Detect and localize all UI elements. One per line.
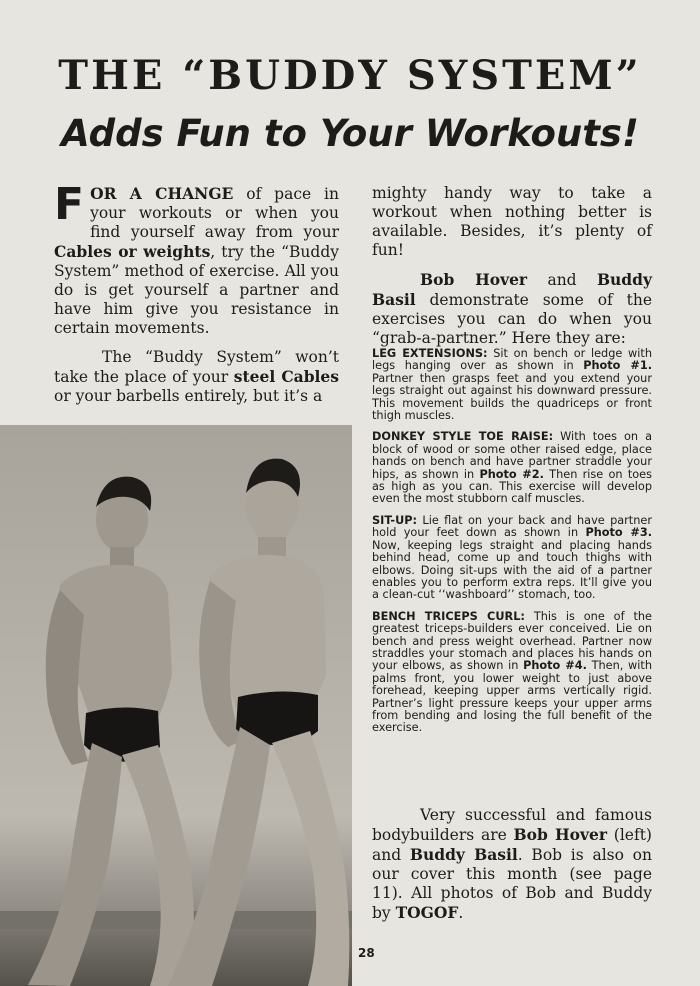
closing-bold: TOGOF	[395, 903, 459, 922]
exercise-text: With toes on a block of wood or some other raised edge, place hands on bench and have partner straddle your hips, as shown in	[372, 430, 652, 481]
intro-lead: OR A CHANGE	[90, 184, 234, 203]
intro-bold: Buddy Basil	[372, 270, 652, 309]
exercise-item	[372, 515, 652, 602]
intro-right-column	[372, 184, 652, 348]
intro-bold: Cables or weights	[54, 242, 211, 261]
closing-bold: Bob Hover	[513, 825, 608, 844]
closing-text-block	[372, 806, 652, 923]
drop-cap: F	[54, 179, 85, 230]
exercise-text: Then rise on toes as high as you can. This exercise will develop even the most stubborn calf muscles.	[372, 467, 652, 506]
intro-bold: steel Cables	[233, 367, 340, 386]
exercise-text: Now, keeping legs straight and placing hands behind head, come up and touch thighs with elbows. Doing sit-ups with the aid of a partner enables you to perform extra reps. It’ll give you a clean-cut ‘‘washboard’’ stomach, too.	[372, 538, 652, 602]
intro-text: of pace in your workouts or when you find yourself away from your	[90, 185, 339, 241]
exercise-text: Partner then grasps feet and you extend your legs straight out against his downward pressure. This movement builds the quadriceps or front thigh muscles.	[372, 371, 652, 423]
exercise-text: Lie flat on your back and have partner hold your feet down as shown in	[372, 513, 652, 540]
closing-text: Very successful and famous bodybuilders are	[372, 806, 652, 844]
intro-text: and	[527, 271, 597, 289]
photo-reference: Photo #3.	[585, 526, 653, 540]
exercise-title: BENCH TRICEPS CURL:	[372, 609, 525, 623]
closing-bold: Buddy Basil	[409, 845, 518, 864]
closing-paragraph	[372, 806, 652, 923]
exercise-item	[372, 348, 652, 422]
intro-text: The “Buddy System” won’t take the place of your	[54, 348, 339, 386]
exercise-list	[372, 348, 652, 744]
intro-continuation: mighty handy way to take a workout when nothing better is available. Besides, it’s plenty of fun!	[372, 184, 652, 259]
exercise-title: DONKEY STYLE TOE RAISE:	[372, 430, 554, 444]
bodybuilders-photo	[0, 425, 352, 986]
intro-paragraph-2	[54, 348, 339, 406]
headline: THE “BUDDY SYSTEM”	[58, 52, 642, 99]
photo-reference: Photo #1.	[583, 359, 652, 373]
intro-paragraph-3	[372, 270, 652, 348]
subheadline: Adds Fun to Your Workouts!	[61, 112, 639, 155]
exercise-item	[372, 431, 652, 505]
closing-text: . Bob is also on our cover this month (see page 11). All photos of Bob and Buddy by	[372, 846, 652, 922]
photo-reference: Photo #4.	[523, 659, 587, 673]
exercise-text: This is one of the greatest triceps-builders ever conceived. Lie on bench and press weight overhead. Partner now straddles your stomach and places his hands on your elbows, as shown in	[372, 609, 653, 673]
intro-paragraph-1	[54, 179, 340, 338]
page-number: 28	[358, 946, 375, 960]
closing-text: .	[458, 904, 464, 922]
exercise-title: SIT-UP:	[372, 513, 418, 527]
intro-text: demonstrate some of the exercises you can do when you “grab-a-partner.” Here they are:	[372, 291, 652, 347]
photo-reference: Photo #2.	[479, 467, 544, 481]
exercise-title: LEG EXTENSIONS:	[372, 347, 488, 360]
intro-text: , try the “Buddy System” method of exercise. All you do is get yourself a partner and have him give you resistance in certain movements.	[54, 243, 340, 337]
intro-left-column	[54, 179, 340, 406]
exercise-text: Then, with palms front, you lower weight to just above forehead, keeping upper arms vertically rigid. Partner’s light pressure keeps your upper arms from bending and losing the full benefit of the exercise.	[372, 659, 652, 735]
exercise-item	[372, 611, 652, 735]
intro-bold: Bob Hover	[420, 270, 528, 289]
closing-text: (left) and	[372, 826, 652, 864]
exercise-text: Sit on bench or ledge with legs hanging over as shown in	[372, 347, 652, 373]
intro-text: or your barbells entirely, but it’s a	[54, 387, 323, 405]
